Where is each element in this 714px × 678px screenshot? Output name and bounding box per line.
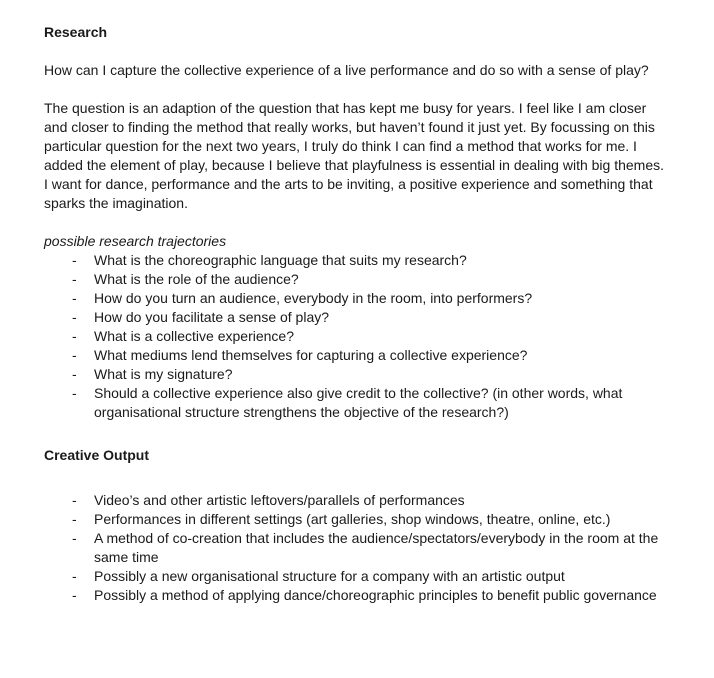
dash-bullet: - bbox=[72, 252, 77, 268]
list-item-text: What is a collective experience? bbox=[94, 328, 294, 344]
list-item bbox=[44, 251, 664, 270]
list-item-text: Possibly a method of applying dance/choreographic principles to benefit public governance bbox=[94, 587, 657, 603]
list-item-text: What is the choreographic language that suits my research? bbox=[94, 252, 467, 268]
research-description: The question is an adaption of the question that has kept me busy for years. I feel like I am closer and closer to finding the method that really works, but haven’t found it just yet. By focussing on this particular question for the next two years, I truly do think I can find a method that works for me. I added the element of play, because I believe that playfulness is essential in dealing with big themes. I want for dance, performance and the arts to be inviting, a positive experience and something that sparks the imagination. bbox=[44, 100, 665, 211]
list-item bbox=[44, 510, 664, 529]
dash-bullet: - bbox=[72, 290, 77, 306]
creative-output-heading: Creative Output bbox=[44, 447, 150, 463]
dash-bullet: - bbox=[72, 366, 77, 382]
dash-bullet: - bbox=[72, 587, 77, 603]
list-item bbox=[44, 365, 664, 384]
list-item bbox=[44, 308, 664, 327]
research-heading: Research bbox=[44, 24, 108, 40]
list-item bbox=[44, 327, 664, 346]
trajectories-label: possible research trajectories bbox=[44, 233, 227, 249]
research-question: How can I capture the collective experience of a live performance and do so with a sense of play? bbox=[44, 62, 649, 78]
list-item-text: What is my signature? bbox=[94, 366, 233, 382]
list-item-text: How do you facilitate a sense of play? bbox=[94, 309, 330, 325]
dash-bullet: - bbox=[72, 492, 77, 508]
dash-bullet: - bbox=[72, 328, 77, 344]
dash-bullet: - bbox=[72, 347, 77, 363]
list-item bbox=[44, 491, 664, 510]
list-item-text: Possibly a new organisational structure for a company with an artistic output bbox=[94, 568, 565, 584]
list-item-text: Should a collective experience also give credit to the collective? (in other words, what organisational structure strengthens the objective of the research?) bbox=[94, 385, 623, 420]
dash-bullet: - bbox=[72, 385, 77, 401]
list-item-text: How do you turn an audience, everybody in the room, into performers? bbox=[94, 290, 533, 306]
dash-bullet: - bbox=[72, 309, 77, 325]
dash-bullet: - bbox=[72, 530, 77, 546]
trajectories-list bbox=[44, 251, 664, 422]
list-item-text: Performances in different settings (art galleries, shop windows, theatre, online, etc.) bbox=[94, 511, 611, 527]
dash-bullet: - bbox=[72, 511, 77, 527]
dash-bullet: - bbox=[72, 568, 77, 584]
list-item bbox=[44, 289, 664, 308]
list-item bbox=[44, 384, 664, 422]
dash-bullet: - bbox=[72, 271, 77, 287]
list-item-text: A method of co-creation that includes the audience/spectators/everybody in the room at the same time bbox=[94, 530, 659, 565]
creative-output-list bbox=[44, 491, 664, 605]
list-item bbox=[44, 270, 664, 289]
list-item-text: What is the role of the audience? bbox=[94, 271, 299, 287]
list-item bbox=[44, 567, 664, 586]
list-item bbox=[44, 346, 664, 365]
list-item-text: What mediums lend themselves for capturing a collective experience? bbox=[94, 347, 528, 363]
list-item bbox=[44, 586, 664, 605]
list-item bbox=[44, 529, 664, 567]
list-item-text: Video’s and other artistic leftovers/parallels of performances bbox=[94, 492, 465, 508]
